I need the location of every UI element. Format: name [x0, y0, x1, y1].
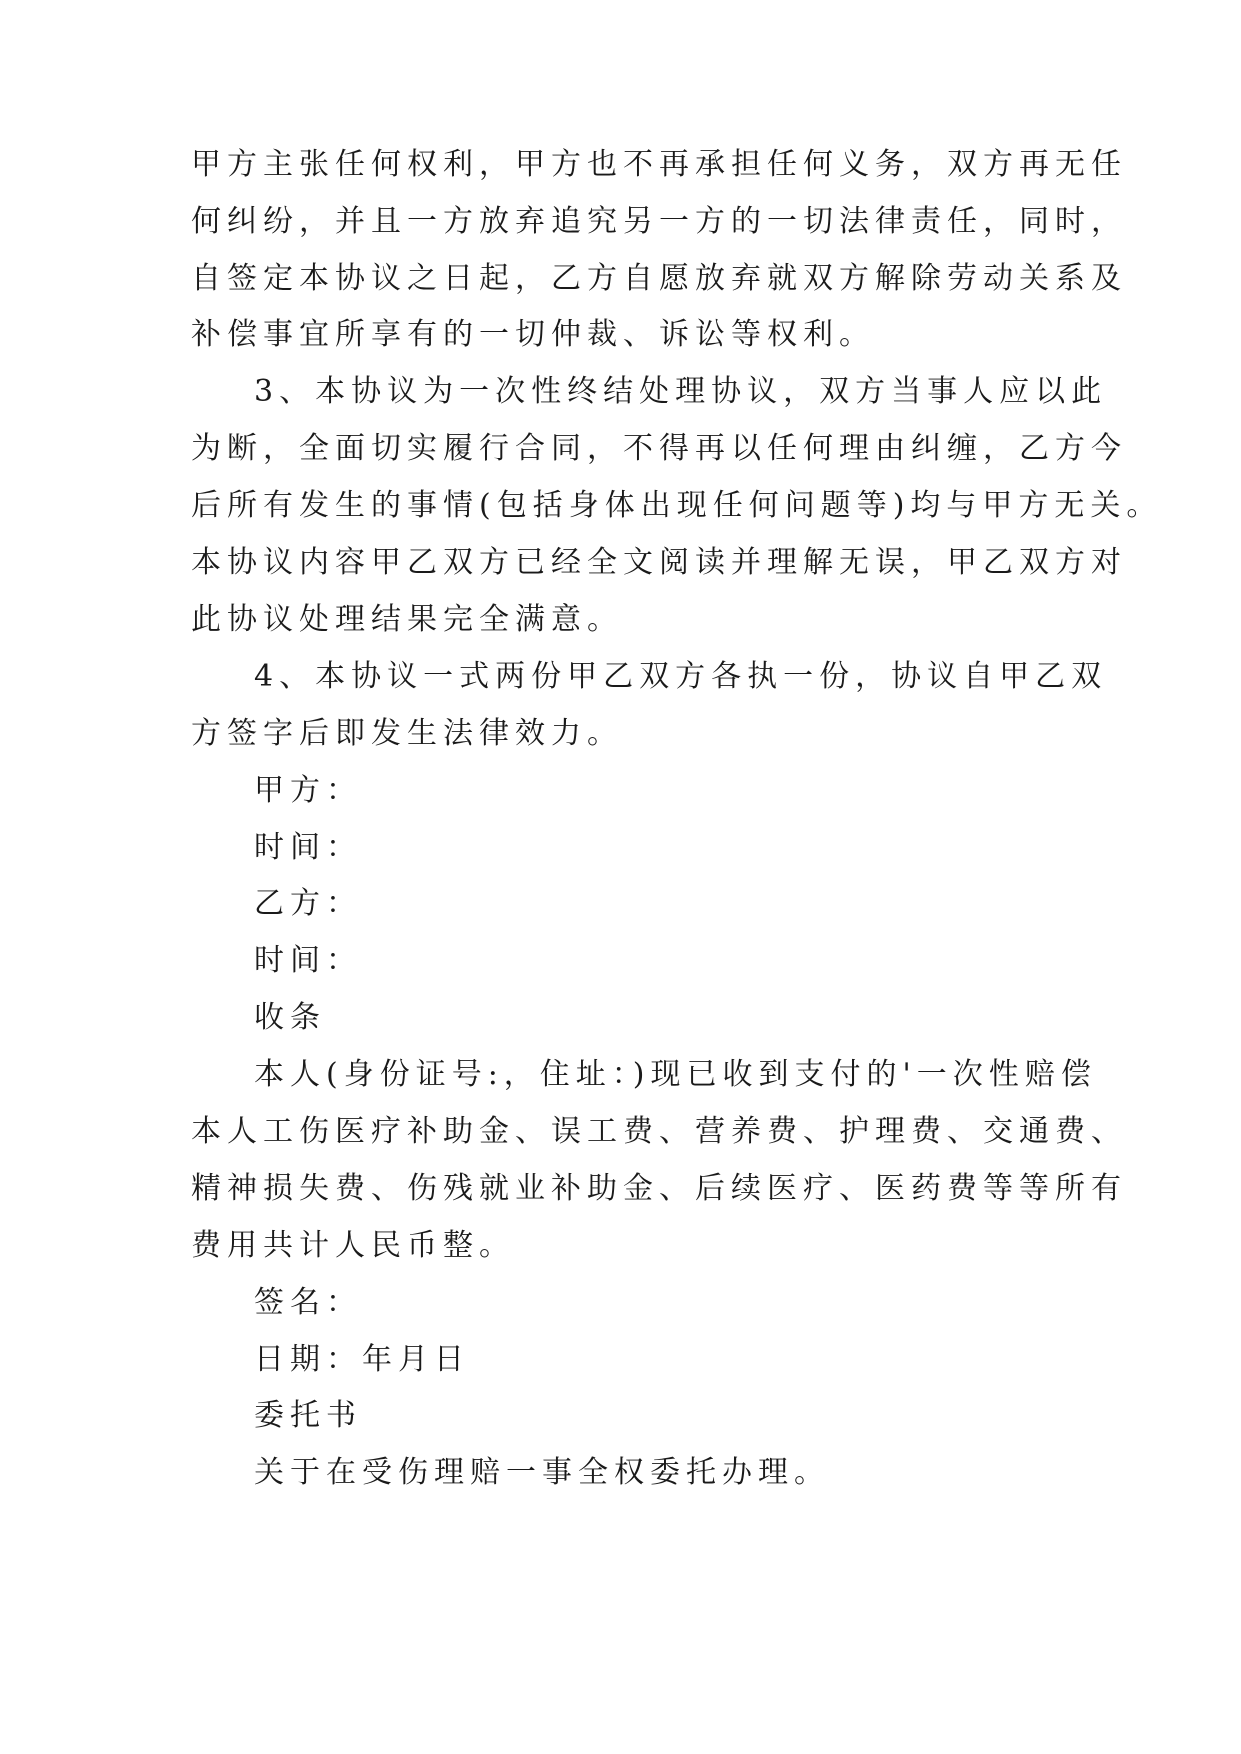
- text-line: 精神损失费、伤残就业补助金、后续医疗、医药费等等所有: [191, 1171, 1127, 1206]
- text-line: 后所有发生的事情(包括身体出现任何问题等)均与甲方无关。: [191, 488, 1163, 523]
- date-label: 时间：: [254, 943, 362, 978]
- text-line: 补偿事宜所享有的一切仲裁、诉讼等权利。: [191, 317, 875, 352]
- party-a-label: 甲方：: [254, 773, 362, 808]
- text-line: 方签字后即发生法律效力。: [191, 716, 623, 751]
- text-line: 自签定本协议之日起，乙方自愿放弃就双方解除劳动关系及: [191, 261, 1127, 296]
- text-line: 3、本协议为一次性终结处理协议，双方当事人应以此: [254, 374, 1108, 409]
- signature-label: 签名：: [254, 1285, 362, 1320]
- text-line: 为断，全面切实履行合同，不得再以任何理由纠缠，乙方今: [191, 431, 1127, 466]
- text-line: 本人工伤医疗补助金、误工费、营养费、护理费、交通费、: [191, 1114, 1127, 1149]
- text-line: 费用共计人民币整。: [191, 1228, 515, 1263]
- text-line: 何纠纷，并且一方放弃追究另一方的一切法律责任，同时，: [191, 204, 1127, 239]
- text-line: 本协议内容甲乙双方已经全文阅读并理解无误，甲乙双方对: [191, 545, 1127, 580]
- text-line: 此协议处理结果完全满意。: [191, 602, 623, 637]
- text-line: 甲方主张任何权利，甲方也不再承担任何义务，双方再无任: [191, 147, 1127, 182]
- section-title-receipt: 收条: [254, 1000, 326, 1035]
- section-title-power-of-attorney: 委托书: [254, 1398, 362, 1433]
- text-line: 关于在受伤理赔一事全权委托办理。: [254, 1455, 830, 1490]
- text-line: 4、本协议一式两份甲乙双方各执一份，协议自甲乙双: [254, 659, 1108, 694]
- party-b-label: 乙方：: [254, 886, 362, 921]
- text-line: 本人(身份证号:，住址：)现已收到支付的'一次性赔偿: [254, 1057, 1097, 1092]
- date-line: 日期：年月日: [254, 1342, 470, 1377]
- date-label: 时间：: [254, 830, 362, 865]
